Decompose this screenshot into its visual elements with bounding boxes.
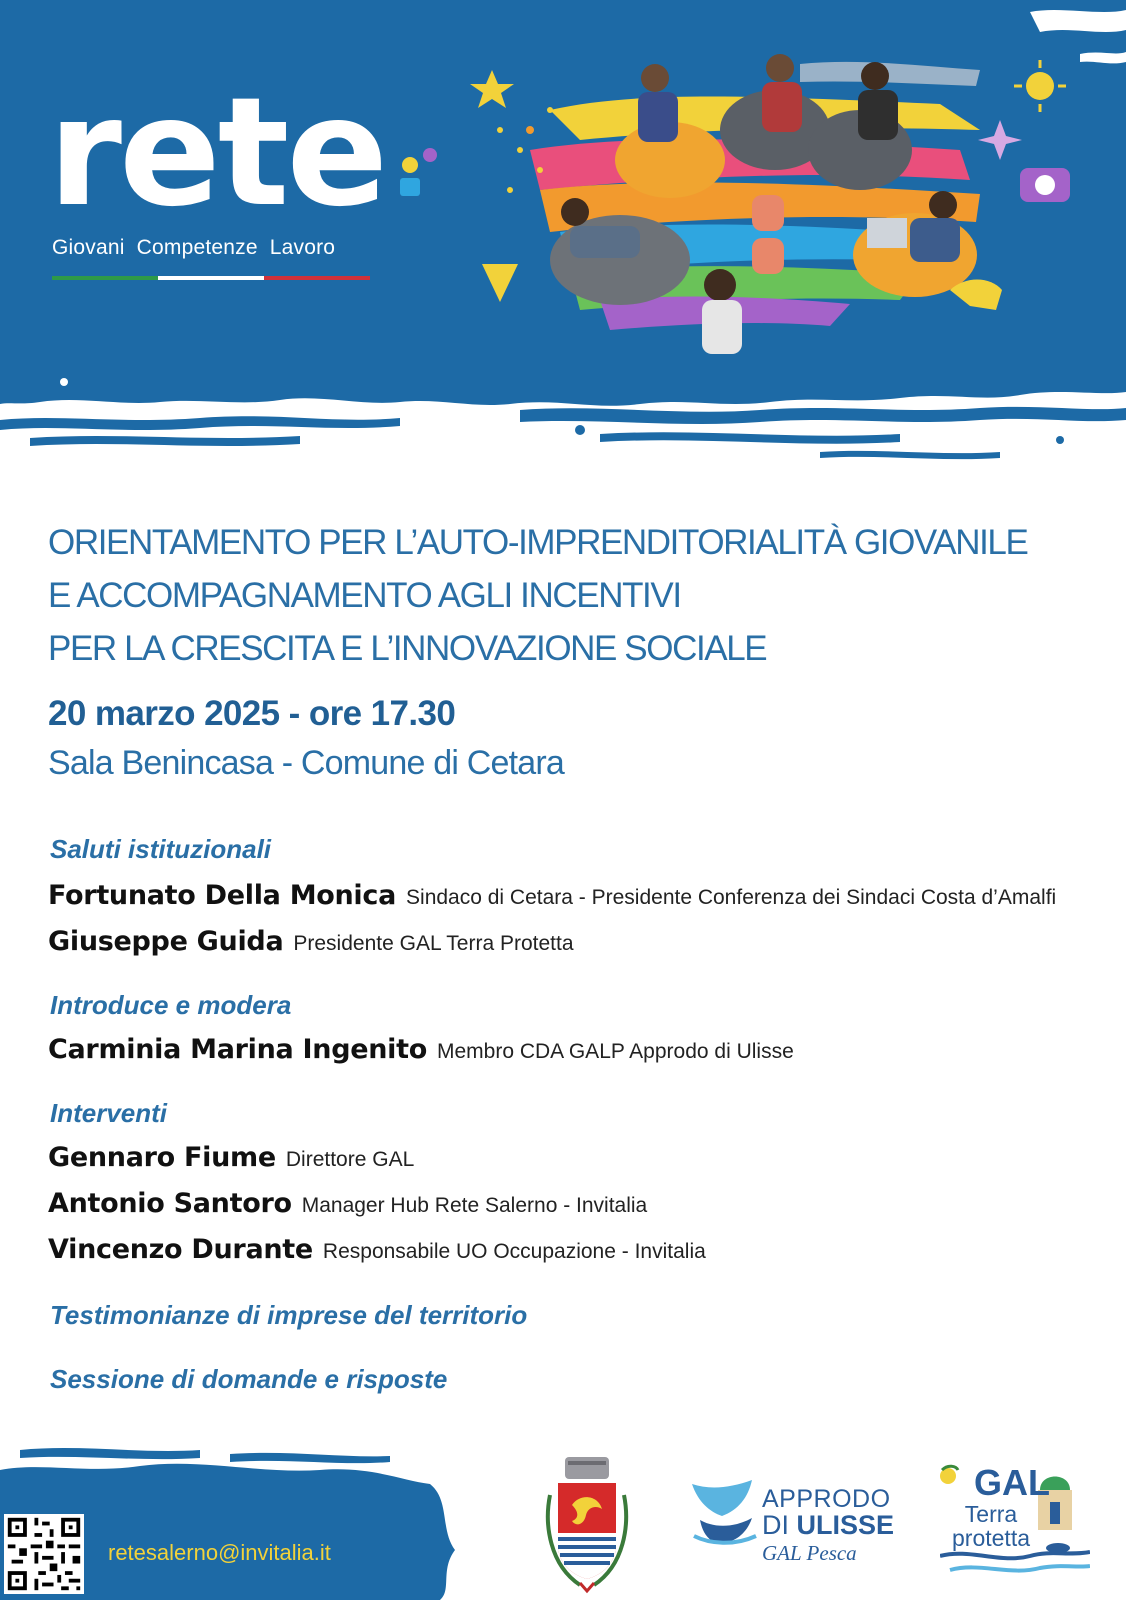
speaker-row: [48, 926, 574, 957]
qa-heading: Sessione di domande e risposte: [50, 1364, 448, 1394]
approdo-di-ulisse-logo: [762, 1487, 894, 1564]
testimonials-heading: Testimonianze di imprese del territorio: [50, 1300, 528, 1330]
event-venue: Sala Benincasa - Comune di Cetara: [48, 744, 565, 782]
speaker-name: Vincenzo Durante: [48, 1234, 313, 1265]
gal-logo-subtitle: Terra protetta: [952, 1501, 1030, 1551]
greetings-heading: Saluti istituzionali: [50, 834, 272, 864]
speaker-role: Sindaco di Cetara - Presidente Conferenza dei Sindaci Costa d’Amalfi: [406, 886, 1057, 909]
contact-email-link[interactable]: retesalerno@invitalia.it: [108, 1540, 331, 1565]
gal-logo-title: GAL: [974, 1462, 1050, 1503]
title-line-2: E ACCOMPAGNAMENTO AGLI INCENTIVI: [48, 576, 681, 615]
speaker-name: Gennaro Fiume: [48, 1142, 276, 1173]
speaker-row: [48, 1188, 647, 1219]
speaker-name: Antonio Santoro: [48, 1188, 292, 1219]
talks-heading: Interventi: [50, 1098, 168, 1128]
speaker-role: Manager Hub Rete Salerno - Invitalia: [301, 1194, 648, 1217]
approdo-line-1: APPRODO: [762, 1485, 891, 1513]
speaker-role: Direttore GAL: [285, 1148, 415, 1171]
people-illustration: [380, 0, 1100, 380]
speaker-row: [48, 1034, 794, 1065]
speaker-role: Presidente GAL Terra Protetta: [293, 932, 574, 955]
italian-flag-stripe: [52, 276, 370, 280]
speaker-row: [48, 880, 1056, 911]
approdo-di-ulisse-logo-icon: [690, 1480, 760, 1550]
qr-code-icon[interactable]: [4, 1514, 84, 1594]
rete-wordmark: rete: [48, 66, 386, 240]
speaker-row: [48, 1142, 414, 1173]
approdo-line-3: GAL Pesca: [762, 1541, 857, 1565]
cetara-crest-icon: [540, 1455, 634, 1595]
title-line-1: ORIENTAMENTO PER L’AUTO-IMPRENDITORIALITÀ GIOVANILE: [48, 523, 1028, 562]
speaker-role: Membro CDA GALP Approdo di Ulisse: [436, 1040, 794, 1063]
event-date-time: 20 marzo 2025 - ore 17.30: [48, 694, 456, 733]
moderator-heading: Introduce e modera: [50, 990, 292, 1020]
speaker-name: Giuseppe Guida: [48, 926, 284, 957]
approdo-line-2: DI ULISSE: [762, 1510, 895, 1540]
speaker-row: [48, 1234, 706, 1265]
event-title: [48, 516, 1108, 675]
speaker-name: Carminia Marina Ingenito: [48, 1034, 427, 1065]
title-line-3: PER LA CRESCITA E L’INNOVAZIONE SOCIALE: [48, 629, 767, 668]
rete-tagline: Giovani Competenze Lavoro: [52, 236, 336, 259]
speaker-name: Fortunato Della Monica: [48, 880, 397, 911]
speaker-role: Responsabile UO Occupazione - Invitalia: [322, 1240, 706, 1263]
